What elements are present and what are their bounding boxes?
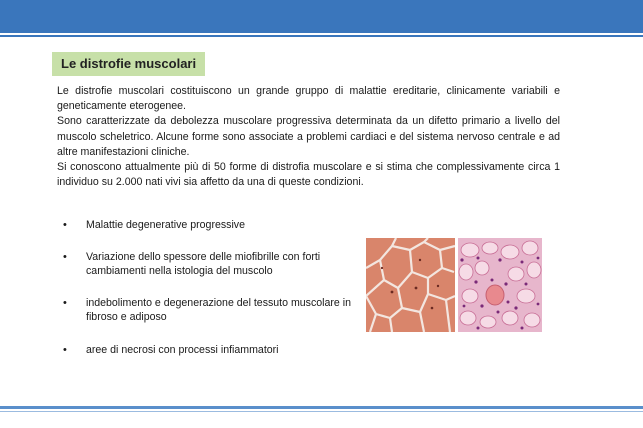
header-bar	[0, 0, 643, 33]
dystrophic-muscle-histology-image	[458, 238, 542, 332]
intro-paragraph-2: Sono caratterizzate da debolezza muscolare progressiva determinata da un difetto primario a livello del muscolo scheletrico. Alcune forme sono associate a problemi cardiaci e del sistema nervoso centrale e ad altre manifestazioni cliniche.	[57, 115, 560, 158]
intro-paragraph-1: Le distrofie muscolari costituiscono un grande gruppo di malattie ereditarie, clinicamente variabili e geneticamente eterogenee.	[57, 85, 560, 113]
normal-muscle-histology-image	[366, 238, 455, 332]
intro-paragraph-3: Si conoscono attualmente più di 50 forme di distrofia muscolare e si stima che complessivamente circa 1 individuo su 2.000 nati vivi sia affetto da una di queste condizioni.	[57, 161, 560, 189]
bullet-item	[63, 296, 353, 324]
bullet-text: Malattie degenerative progressive	[86, 219, 245, 231]
bullet-text: indebolimento e degenerazione del tessuto muscolare in fibroso e adiposo	[86, 297, 352, 323]
bullet-list	[63, 218, 353, 357]
bullet-item	[63, 218, 353, 232]
header-divider	[0, 35, 643, 37]
bullet-text: Variazione dello spessore delle miofibrille con forti cambiamenti nella istologia del muscolo	[86, 251, 321, 277]
histology-images	[366, 238, 542, 332]
slide-title: Le distrofie muscolari	[52, 52, 205, 76]
bullet-icon: •	[63, 297, 67, 309]
bullet-icon: •	[63, 219, 67, 231]
bullet-item	[63, 343, 353, 357]
bullet-text: aree di necrosi con processi infiammatori	[86, 344, 279, 356]
bullet-icon: •	[63, 251, 67, 263]
footer-divider	[0, 406, 643, 409]
bullet-item	[63, 250, 353, 278]
bullet-icon: •	[63, 344, 67, 356]
footer-divider-thin	[0, 411, 643, 412]
histology-figure	[366, 238, 542, 332]
intro-text	[57, 84, 560, 190]
